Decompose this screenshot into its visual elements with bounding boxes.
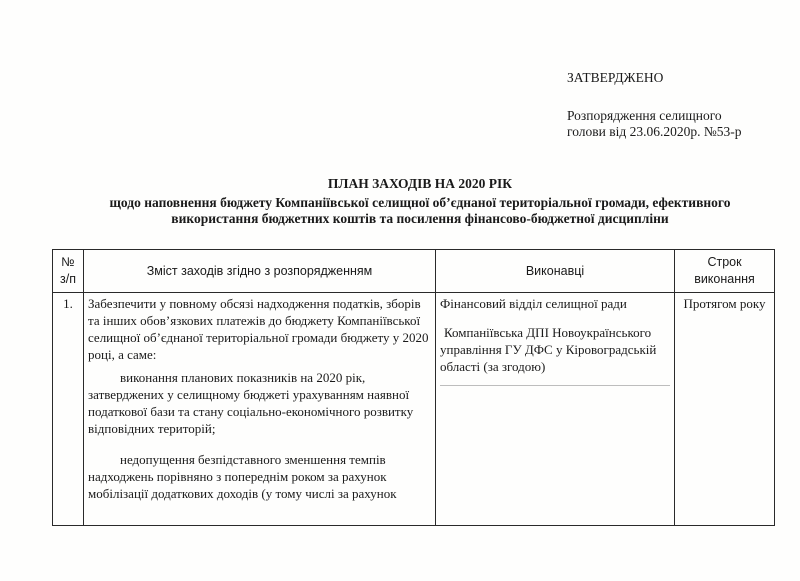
- document-title: [60, 176, 780, 227]
- executor-2: Компаніївська ДПІ Новоукраїнського управління ГУ ДФС у Кіровоградській області (за згодою): [440, 325, 657, 374]
- plan-table: [52, 249, 775, 526]
- header-term: Строк виконання: [675, 250, 775, 293]
- row-content: [84, 293, 436, 526]
- header-num: № з/п: [53, 250, 84, 293]
- approval-stamp-block: [567, 70, 787, 140]
- row-executors: [436, 293, 675, 526]
- title-main: ПЛАН ЗАХОДІВ НА 2020 РІК: [327, 176, 513, 191]
- content-item-2: недопущення безпідставного зменшення темпів надходжень порівняно з попереднім роком за рахунок мобілізації додаткових доходів (у тому числі за рахунок: [88, 452, 397, 501]
- divider: [440, 385, 670, 386]
- executor-1: Фінансовий відділ селищної ради: [440, 296, 627, 311]
- table-header-row: [53, 250, 775, 293]
- title-line-3: використання бюджетних коштів та посилення фінансово-бюджетної дисципліни: [171, 211, 669, 226]
- table-row: [53, 293, 775, 526]
- approval-line-2: голови від 23.06.2020р. №53-р: [567, 124, 742, 139]
- header-executors: Виконавці: [436, 250, 675, 293]
- approval-line-1: Розпорядження селищного: [567, 108, 722, 123]
- header-content: Зміст заходів згідно з розпорядженням: [84, 250, 436, 293]
- title-line-2: щодо наповнення бюджету Компаніївської селищної об’єднаної територіальної громади, ефективного: [109, 195, 731, 210]
- row-number: 1.: [53, 293, 84, 526]
- content-item-1: виконання планових показників на 2020 рік, затверджених у селищному бюджеті урахуванням наявної податкової бази та стану соціально-економічного розвитку відповідних територій;: [88, 370, 414, 436]
- row-term: Протягом року: [675, 293, 775, 526]
- content-intro: Забезпечити у повному обсязі надходження податків, зборів та інших обов’язкових платежів до бюджету Компаніївської селищної об’єднаної територіальної громади бюджету у 2020 році, а саме:: [88, 296, 429, 362]
- approval-heading: ЗАТВЕРДЖЕНО: [567, 70, 664, 85]
